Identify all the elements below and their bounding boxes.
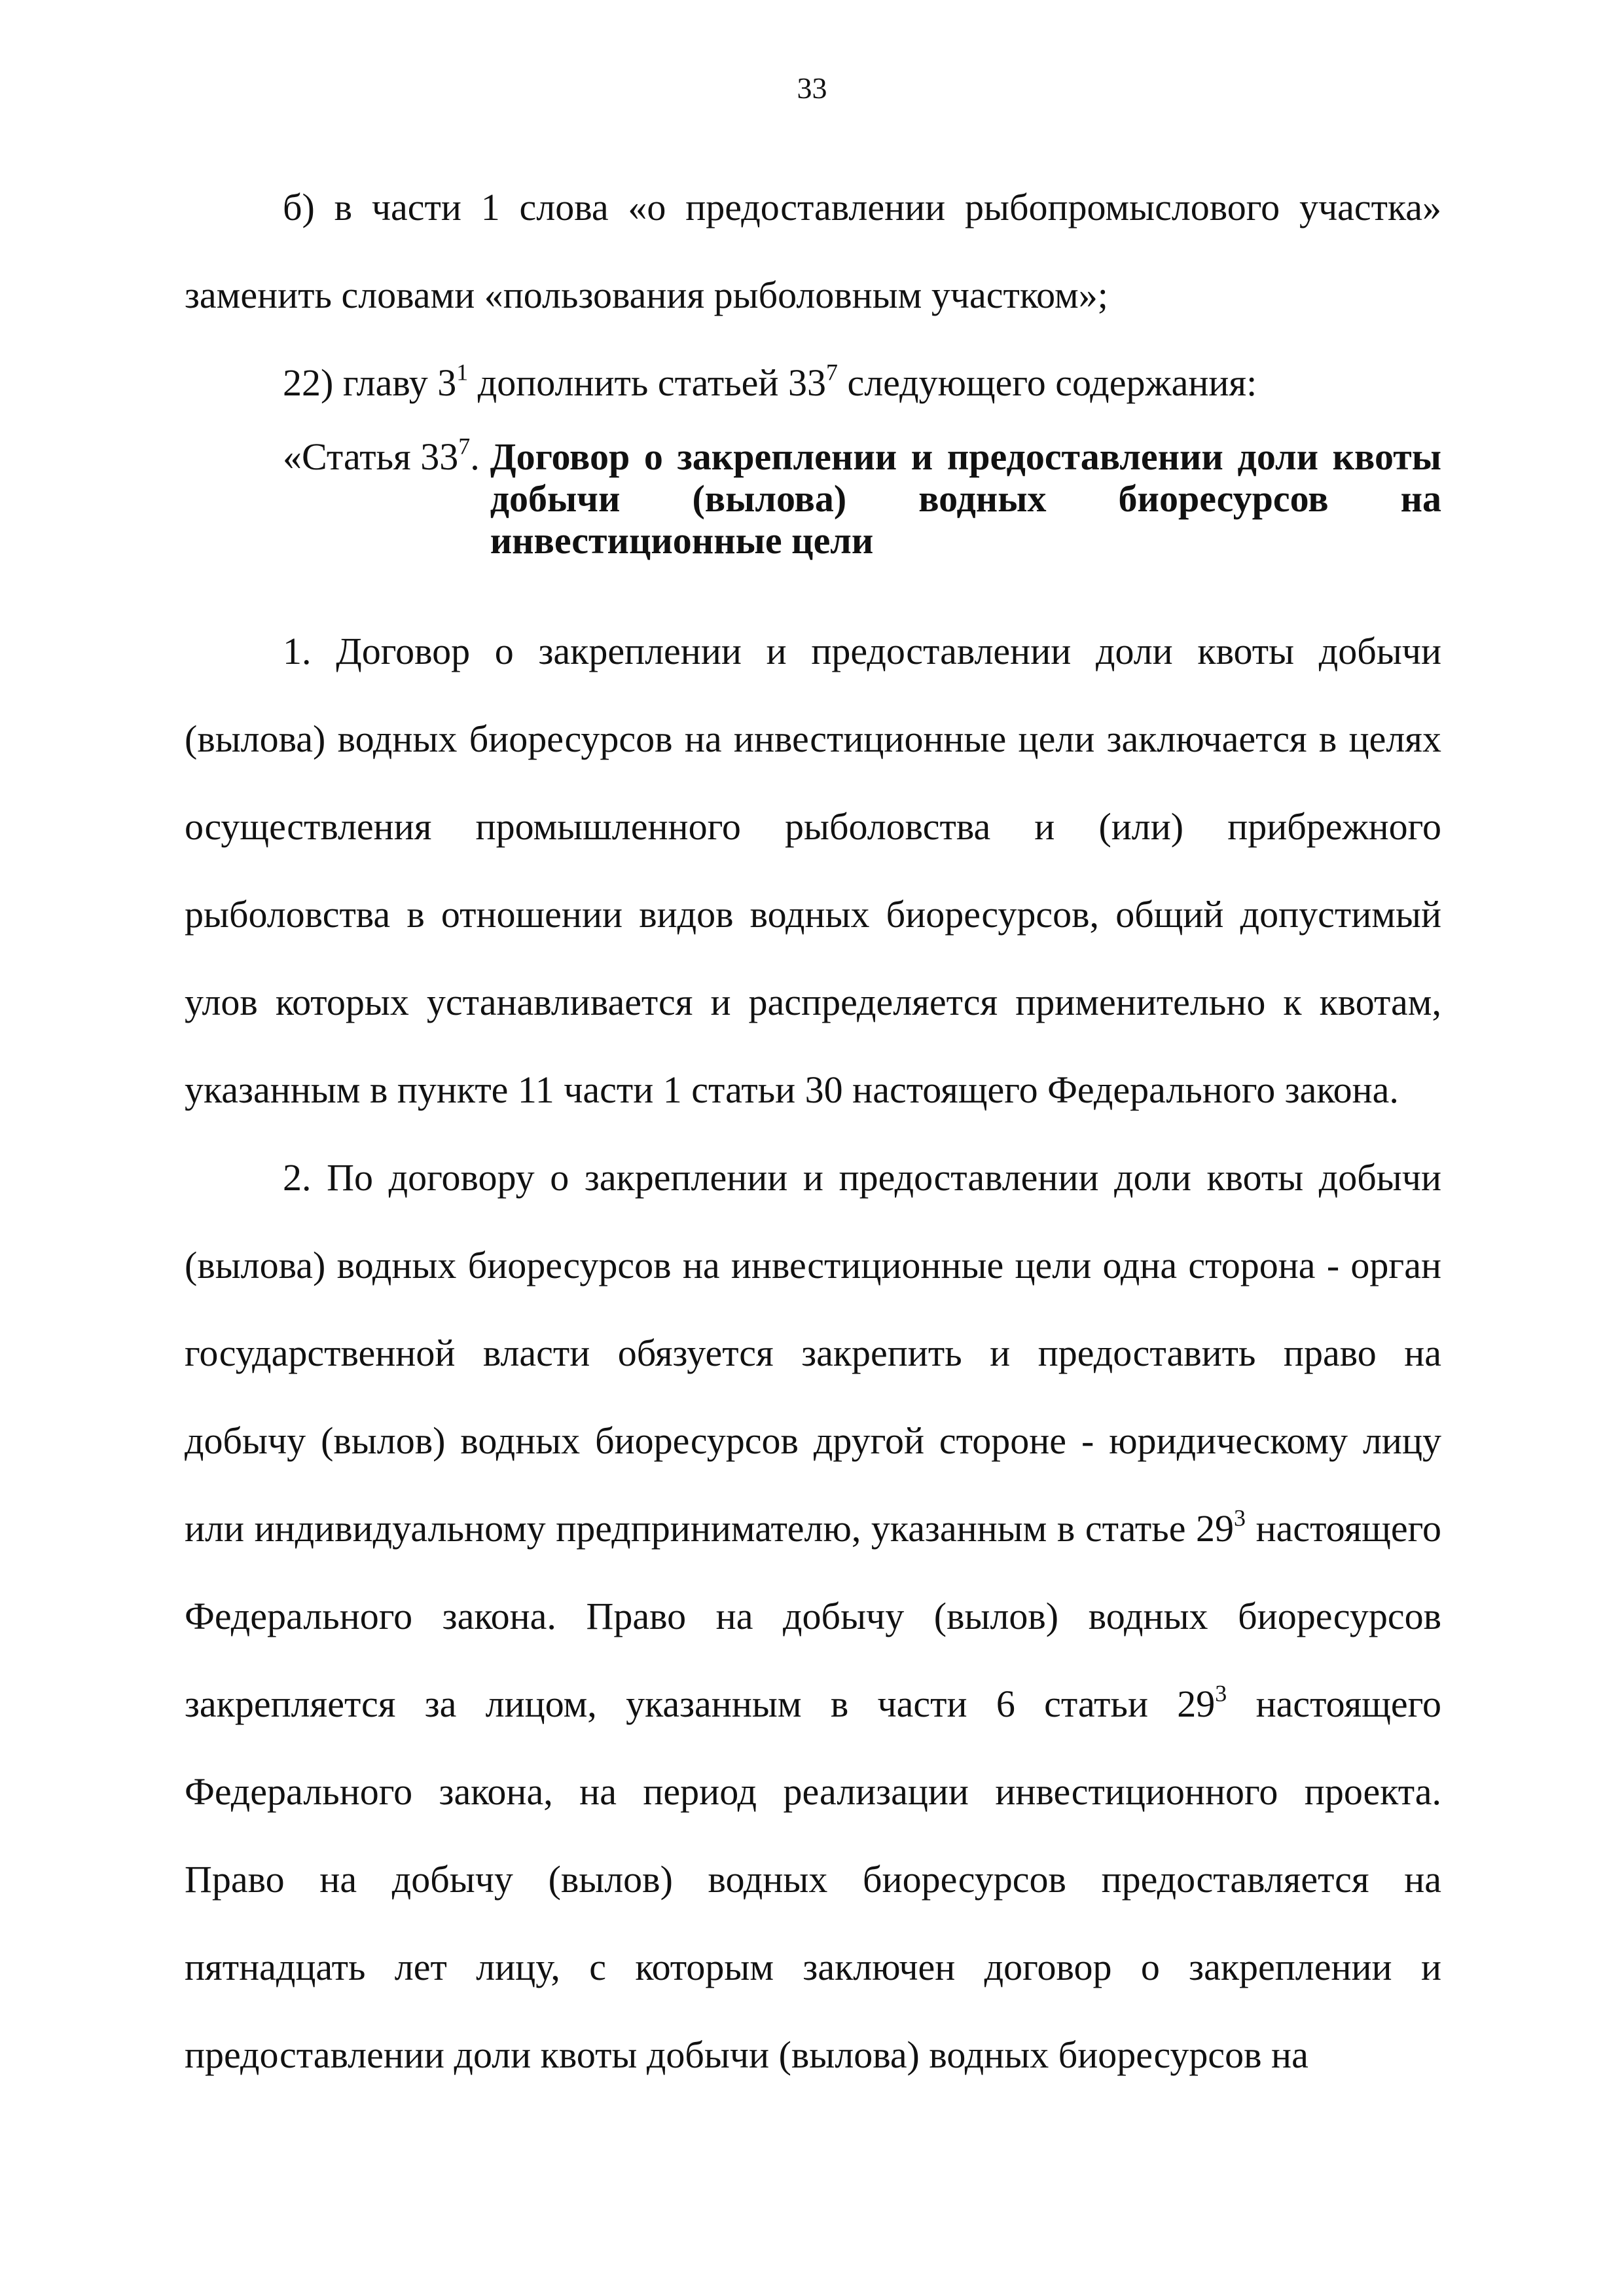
paragraph-22-pre: 22) главу 3 [283, 361, 457, 404]
paragraph-2-part3: настоящего Федерального закона, на период реализации инвестиционного проекта. Право на добычу (вылов) водных биоресурсов предоставляется на пятнадцать лет лицу, с которым заключен договор о закреплении и предоставлении доли квоты добычи (вылова) водных биоресурсов на [185, 1683, 1441, 2076]
paragraph-2-part1: 2. По договору о закреплении и предоставлении доли квоты добычи (вылова) водных биоресурсов на инвестиционные цели одна сторона - орган государственной власти обязуется закрепить и предоставить право на добычу (вылов) водных биоресурсов другой стороне - юридическому лицу или индивидуальному предпринимателю, указанным в статье 29 [185, 1156, 1441, 1550]
chapter-superscript: 1 [456, 359, 469, 386]
paragraph-2-superscript-1: 3 [1234, 1504, 1246, 1531]
article-label-post: . [470, 435, 480, 478]
paragraph-2-part2: настоящего Федерального закона. Право на добычу (вылов) водных биоресурсов закрепляется за лицом, указанным в части 6 статьи 29 [185, 1507, 1441, 1725]
paragraph-2 [185, 1134, 1441, 2099]
paragraph-22-mid: дополнить статьей 33 [468, 361, 826, 404]
article-heading [185, 433, 1441, 562]
article-title: Договор о закреплении и предоставлении доли квоты добычи (вылова) водных биоресурсов на инвестиционные цели [490, 435, 1441, 562]
article-label-superscript: 7 [458, 433, 471, 460]
paragraph-b: б) в части 1 слова «о предоставлении рыбопромыслового участка» заменить словами «пользования рыболовным участком»; [185, 186, 1441, 316]
paragraph-2-superscript-2: 3 [1215, 1680, 1227, 1707]
article-label [283, 433, 490, 478]
paragraph-1: 1. Договор о закреплении и предоставлении доли квоты добычи (вылова) водных биоресурсов на инвестиционные цели заключается в целях осуществления промышленного рыболовства и (или) прибрежного рыболовства в отношении видов водных биоресурсов, общий допустимый улов которых устанавливается и распределяется применительно к квотам, указанным в пункте 11 части 1 статьи 30 настоящего Федерального закона. [185, 630, 1441, 1111]
document-body [185, 164, 1441, 2099]
page-number: 33 [797, 71, 827, 105]
paragraph-22-post: следующего содержания: [837, 361, 1257, 404]
article-superscript: 7 [825, 359, 838, 386]
paragraph-22 [185, 339, 1441, 427]
article-label-pre: «Статья 33 [283, 435, 459, 478]
